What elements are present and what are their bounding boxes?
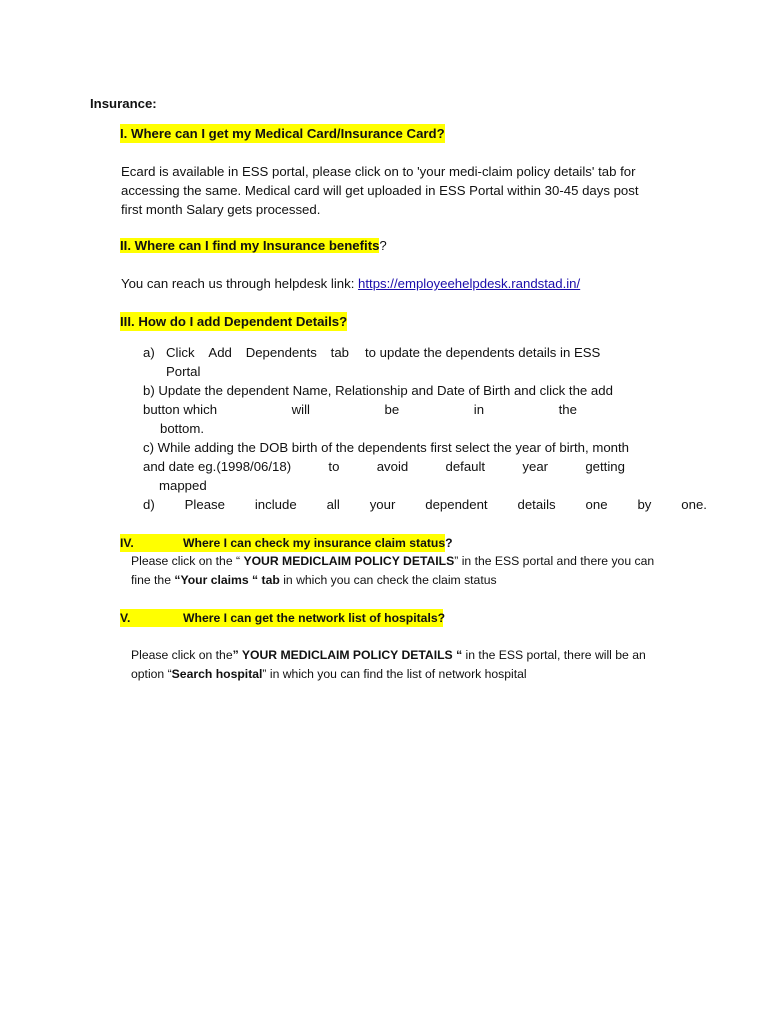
item-a-word: Add	[208, 345, 232, 360]
question-4-text: in which you can check the claim status	[279, 573, 497, 587]
item-b-word: button which	[143, 402, 218, 417]
item-c-words	[143, 457, 625, 476]
question-5-answer-line-1	[131, 646, 646, 664]
question-5-answer-line-2	[131, 665, 527, 683]
item-b-word: in	[473, 402, 485, 417]
question-2-answer	[121, 274, 580, 293]
item-c-word: year	[522, 459, 549, 474]
question-5-text: in the ESS portal, there will be an	[462, 648, 646, 662]
question-5-text: ” in which you can find the list of network hospital	[262, 667, 527, 681]
question-3-title: III. How do I add Dependent Details?	[120, 314, 348, 329]
your-claims-tab-label: “Your claims “ tab	[174, 573, 280, 587]
question-4-answer-line-1	[131, 552, 654, 570]
question-4-text: Please click on the “	[131, 554, 244, 568]
question-2-answer-text: You can reach us through helpdesk link:	[121, 276, 359, 291]
question-4-title: Where I can check my insurance claim status?	[183, 536, 453, 550]
item-b-word: the	[558, 402, 577, 417]
item-d-word: dependent	[425, 497, 488, 512]
item-c-word: default	[445, 459, 486, 474]
item-a-continuation: Portal	[166, 364, 201, 379]
section-heading: Insurance:	[90, 96, 157, 111]
item-b-words	[143, 400, 577, 419]
item-c-word: getting	[585, 459, 625, 474]
item-d-word: one.	[681, 497, 707, 512]
question-5-text: option “	[131, 667, 172, 681]
item-d-word: your	[369, 497, 396, 512]
item-d-word: include	[254, 497, 297, 512]
mediclaim-policy-details-label: ” YOUR MEDICLAIM POLICY DETAILS “	[232, 648, 463, 662]
item-c-word: avoid	[376, 459, 409, 474]
item-a-marker: a)	[143, 345, 155, 360]
helpdesk-link[interactable]: https://employeehelpdesk.randstad.in/	[358, 276, 581, 291]
item-b-word: be	[384, 402, 400, 417]
item-b-line-1: b) Update the dependent Name, Relationship and Date of Birth and click the add	[143, 383, 613, 398]
question-1-line-3: first month Salary gets processed.	[121, 202, 321, 217]
search-hospital-label: Search hospital	[171, 667, 263, 681]
question-5-title-highlight	[120, 609, 446, 627]
question-1-title: I. Where can I get my Medical Card/Insurance Card?	[120, 126, 445, 141]
item-d-words	[143, 495, 707, 514]
item-c-continuation: mapped	[159, 478, 207, 493]
question-5-number: V.	[120, 611, 131, 625]
item-a-rest: to update the dependents details in ESS	[365, 345, 601, 360]
item-c-word: and date eg.(1998/06/18)	[143, 459, 292, 474]
item-d-word: d)	[143, 497, 155, 512]
question-1-line-2: accessing the same. Medical card will get uploaded in ESS Portal within 30-45 days post	[121, 183, 639, 198]
question-2-title-text: II. Where can I find my Insurance benefits	[120, 238, 380, 253]
item-d-word: Please	[184, 497, 225, 512]
item-d-word: one	[585, 497, 608, 512]
item-a-word: tab	[330, 345, 349, 360]
item-c-word: to	[328, 459, 340, 474]
question-2-title	[120, 236, 387, 255]
question-4-title-highlight	[120, 534, 453, 552]
item-a-words	[166, 343, 349, 362]
question-4-text: ” in the ESS portal and there you can	[454, 554, 655, 568]
item-a-word: Click	[166, 345, 195, 360]
question-4-number: IV.	[120, 536, 134, 550]
item-d-word: by	[637, 497, 652, 512]
mediclaim-policy-details-label: YOUR MEDICLAIM POLICY DETAILS	[243, 554, 455, 568]
question-5-text: Please click on the	[131, 648, 233, 662]
question-4-text: fine the	[131, 573, 175, 587]
item-c-line-1: c) While adding the DOB birth of the dependents first select the year of birth, month	[143, 440, 629, 455]
item-d-word: all	[326, 497, 340, 512]
item-a-word: Dependents	[245, 345, 317, 360]
item-b-word: will	[291, 402, 310, 417]
question-4-answer-line-2	[131, 571, 497, 589]
question-5-title: Where I can get the network list of hospitals?	[183, 611, 446, 625]
item-d-word: details	[517, 497, 556, 512]
question-1-line-1: Ecard is available in ESS portal, please click on to 'your medi-claim policy details' tab for	[121, 164, 636, 179]
item-b-continuation: bottom.	[160, 421, 204, 436]
question-2-title-suffix: ?	[379, 238, 387, 253]
